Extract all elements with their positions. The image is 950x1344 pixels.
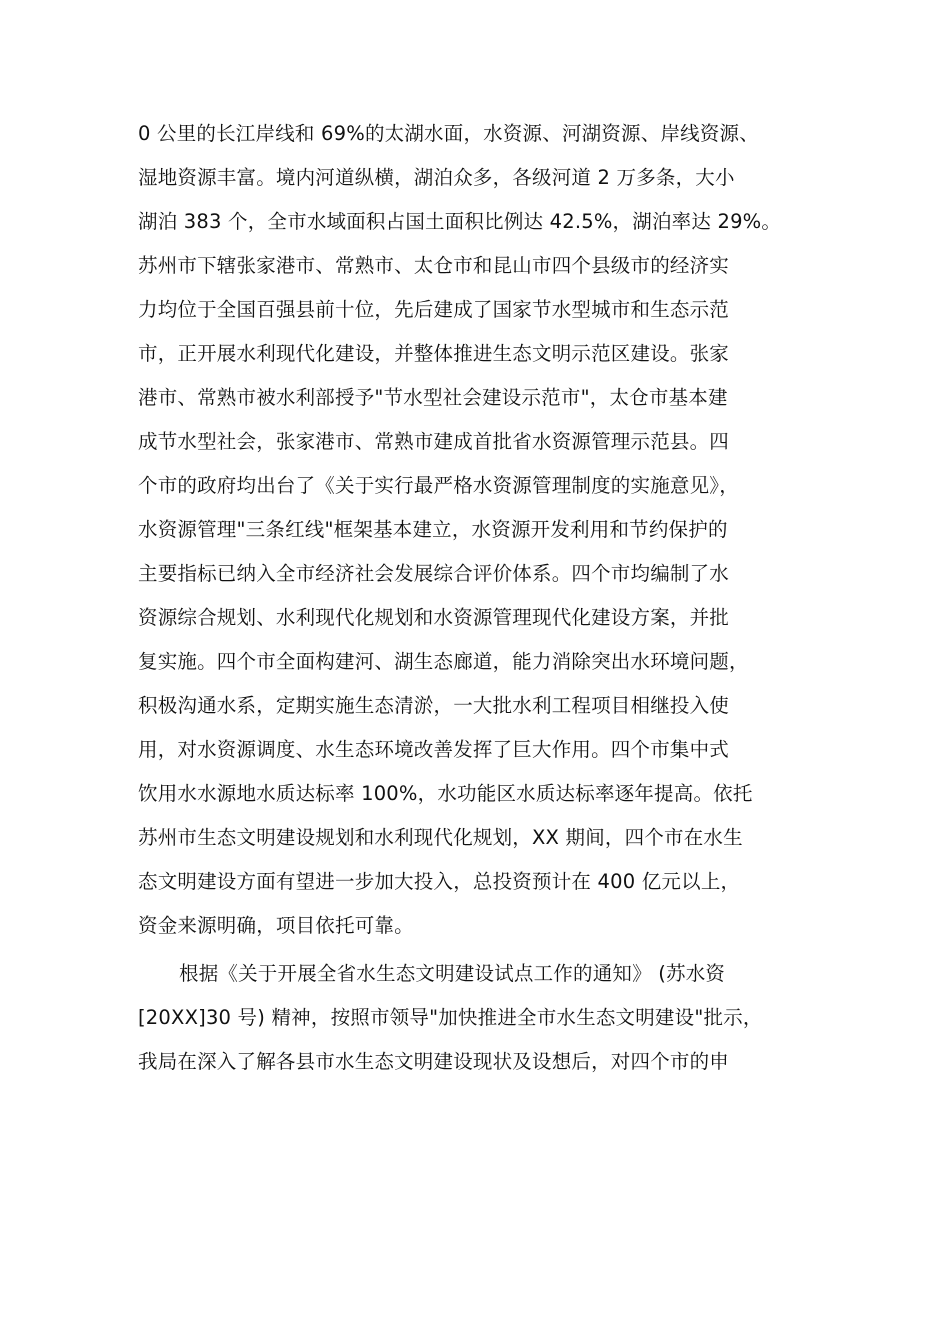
text-line: 市，正开展水利现代化建设，并整体推进生态文明示范区建设。张家 [138, 342, 730, 365]
text-line: 水资源管理"三条红线"框架基本建立，水资源开发利用和节约保护的 [138, 518, 728, 541]
text-line: 用，对水资源调度、水生态环境改善发挥了巨大作用。四个市集中式 [138, 738, 730, 761]
paragraph-2 [138, 952, 828, 1084]
text-line: 湿地资源丰富。境内河道纵横，湖泊众多，各级河道 2 万多条，大小 [138, 166, 735, 189]
text-line: 苏州市生态文明建设规划和水利现代化规划，XX 期间，四个市在水生 [138, 826, 743, 849]
text-line: 饮用水水源地水质达标率 100%，水功能区水质达标率逐年提高。依托 [138, 782, 753, 805]
text-line: 0 公里的长江岸线和 69%的太湖水面，水资源、河湖资源、岸线资源、 [138, 122, 759, 145]
text-line: 资源综合规划、水利现代化规划和水资源管理现代化建设方案，并批 [138, 606, 730, 629]
text-line: 湖泊 383 个，全市水域面积占国土面积比例达 42.5%，湖泊率达 29%。 [138, 210, 782, 233]
text-line: 态文明建设方面有望进一步加大投入，总投资预计在 400 亿元以上， [138, 870, 741, 893]
text-line: 资金来源明确，项目依托可靠。 [138, 914, 414, 937]
text-line: 港市、常熟市被水利部授予"节水型社会建设示范市"，太仓市基本建 [138, 386, 728, 409]
text-line: 积极沟通水系，定期实施生态清淤，一大批水利工程项目相继投入使 [138, 694, 730, 717]
text-line: 根据《关于开展全省水生态文明建设试点工作的通知》 (苏水资 [179, 962, 726, 985]
text-line: 力均位于全国百强县前十位，先后建成了国家节水型城市和生态示范 [138, 298, 730, 321]
text-line: 苏州市下辖张家港市、常熟市、太仓市和昆山市四个县级市的经济实 [138, 254, 730, 277]
text-line: [20XX]30 号) 精神，按照市领导"加快推进全市水生态文明建设"批示， [138, 1006, 763, 1029]
text-line: 成节水型社会，张家港市、常熟市建成首批省水资源管理示范县。四 [138, 430, 730, 453]
text-line: 我局在深入了解各县市水生态文明建设现状及设想后，对四个市的申 [138, 1050, 730, 1073]
text-line: 复实施。四个市全面构建河、湖生态廊道，能力消除突出水环境问题， [138, 650, 749, 673]
document-body [138, 112, 828, 1084]
paragraph-1 [138, 112, 828, 948]
text-line: 个市的政府均出台了《关于实行最严格水资源管理制度的实施意见》， [138, 474, 739, 497]
text-line: 主要指标已纳入全市经济社会发展综合评价体系。四个市均编制了水 [138, 562, 730, 585]
